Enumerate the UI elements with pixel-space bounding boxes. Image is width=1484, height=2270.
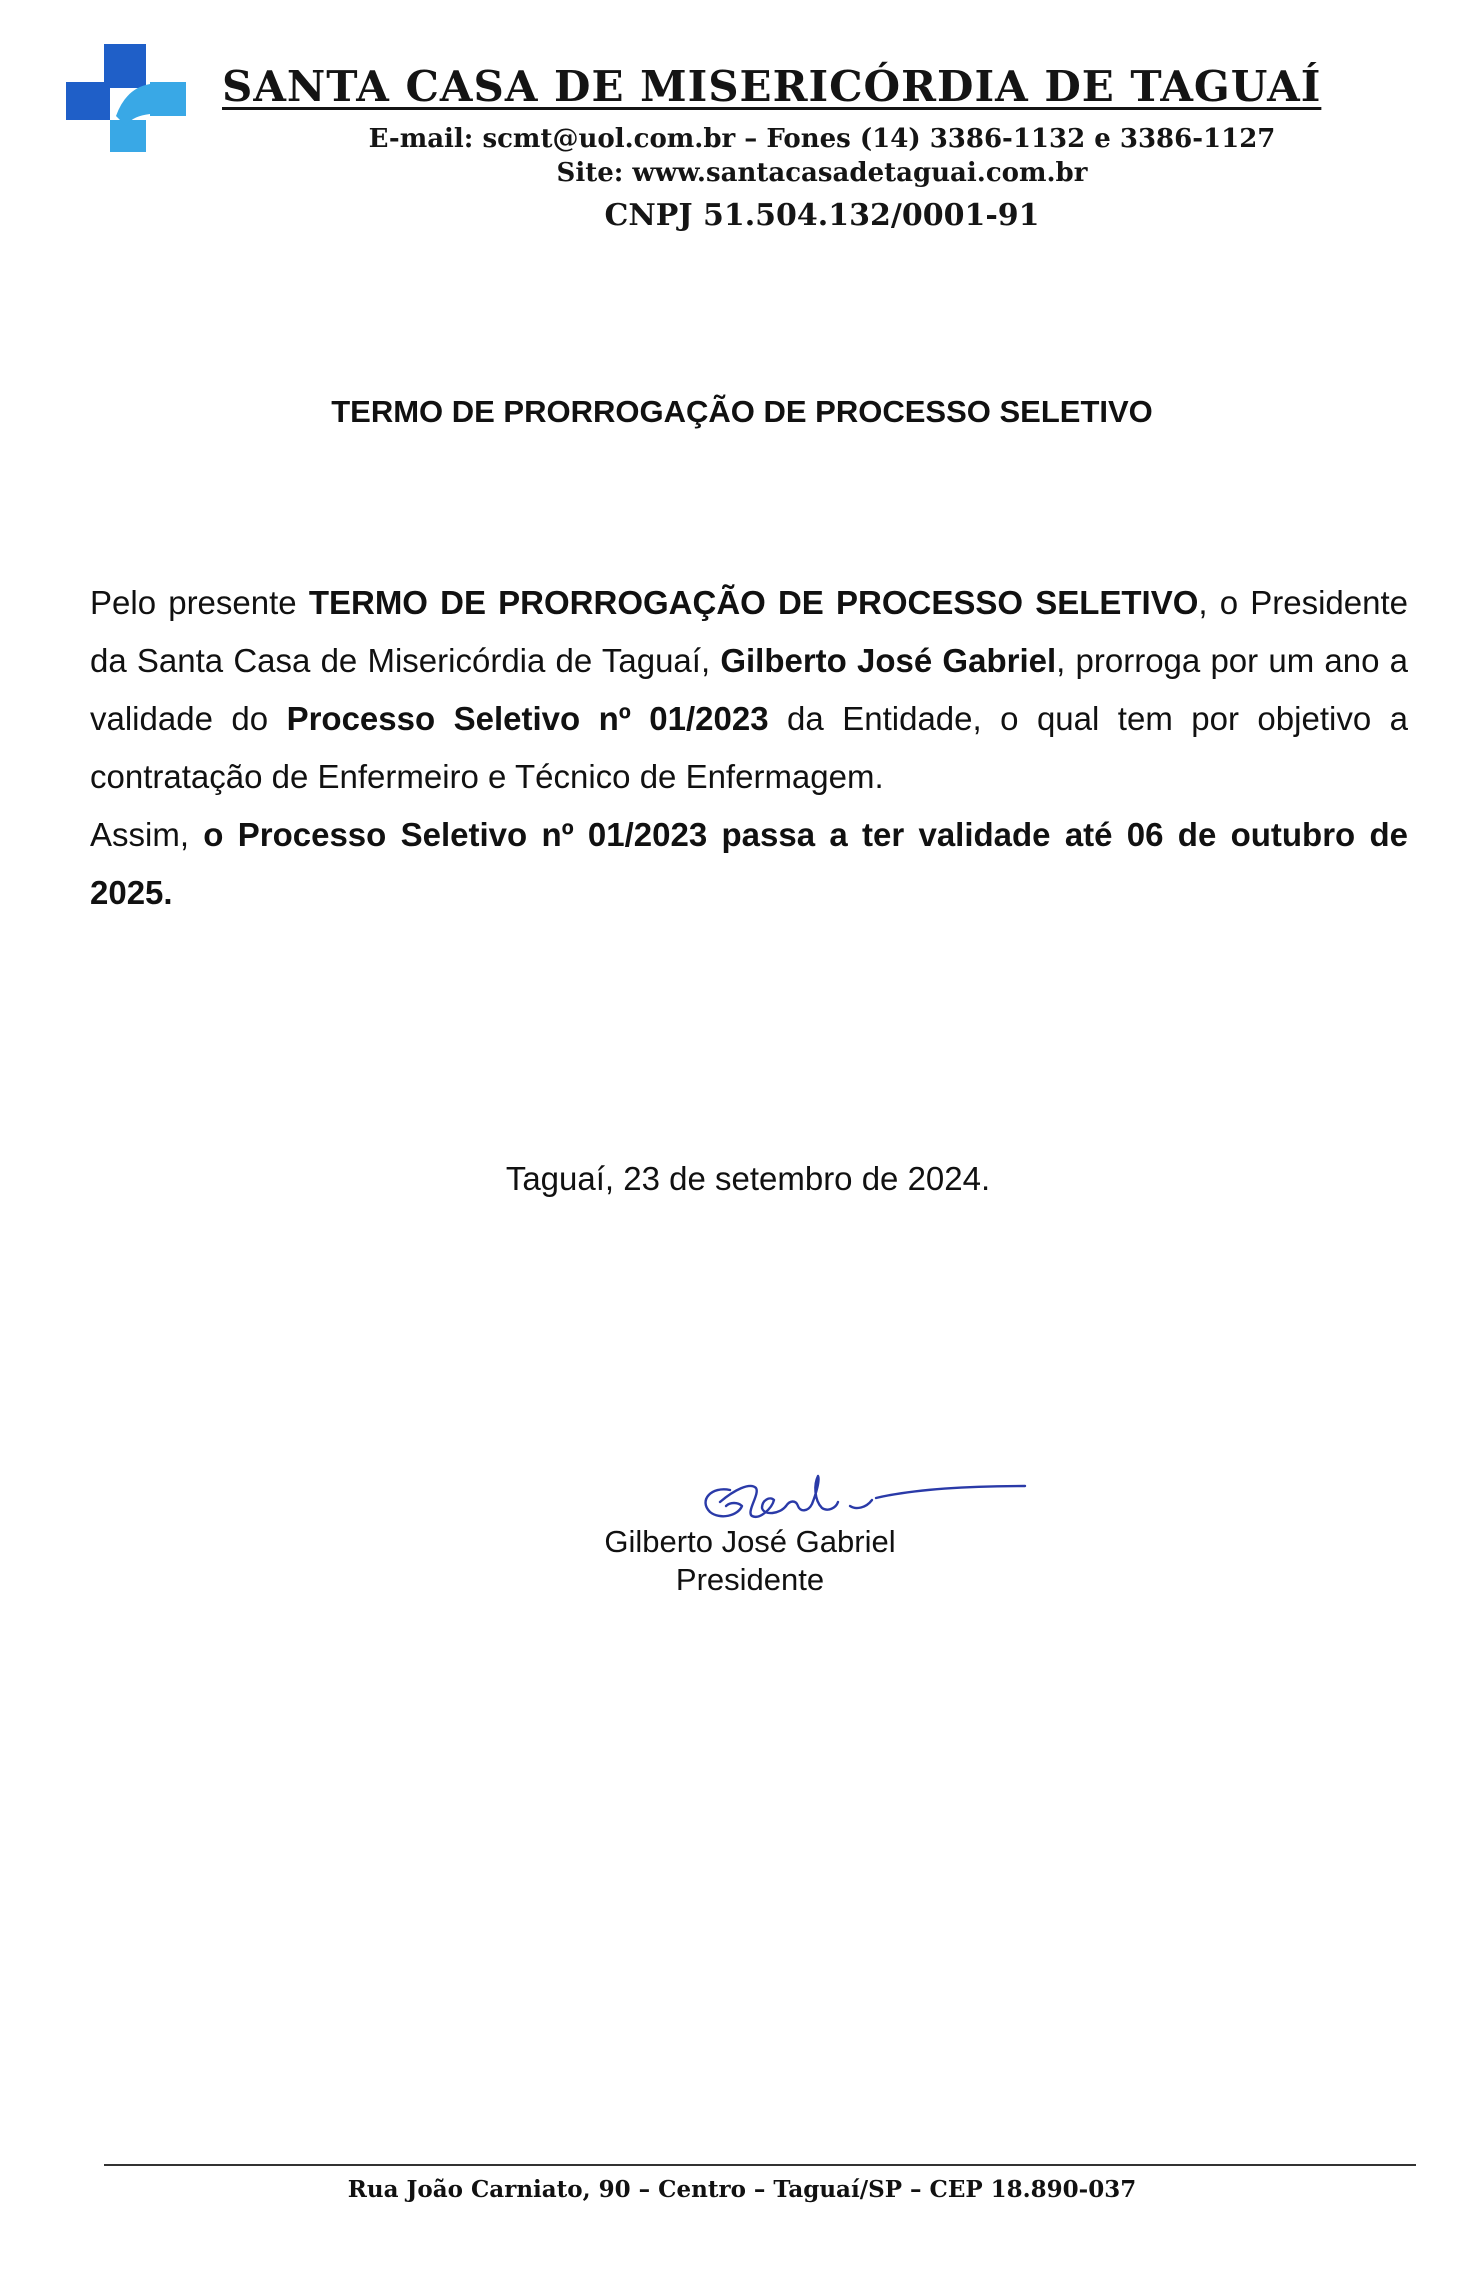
contact-email-phones: E-mail: scmt@uol.com.br – Fones (14) 3386-1132 e 3386-1127 <box>368 124 1276 154</box>
organization-name: SANTA CASA DE MISERICÓRDIA DE TAGUAÍ <box>222 62 1322 111</box>
footer-address: Rua João Carniato, 90 – Centro – Taguaí/SP – CEP 18.890-037 <box>347 2176 1137 2203</box>
document-title: TERMO DE PRORROGAÇÃO DE PROCESSO SELETIVO <box>331 394 1153 429</box>
footer-divider <box>104 2164 1416 2166</box>
signer-role: Presidente <box>675 1562 825 1597</box>
paragraph-prorrogation: Pelo presente TERMO DE PRORROGAÇÃO DE PROCESSO SELETIVO, o Presidente da Santa Casa de Misericórdia de Taguaí, Gilberto José Gabriel, prorroga por um ano a validade do Processo Seletivo nº 01/2023 da Entidade, o qual tem por objetivo a contratação de Enfermeiro e Técnico de Enfermagem. <box>90 584 1409 795</box>
place-and-date: Taguaí, 23 de setembro de 2024. <box>505 1160 991 1197</box>
paragraph-validity: Assim, o Processo Seletivo nº 01/2023 passa a ter validade até 06 de outubro de 2025. <box>90 816 1408 911</box>
cnpj-number: CNPJ 51.504.132/0001-91 <box>604 198 1040 233</box>
document-body <box>90 574 1408 922</box>
contact-website: Site: www.santacasadetaguai.com.br <box>556 158 1088 188</box>
santa-casa-logo <box>66 44 186 152</box>
signer-name: Gilberto José Gabriel <box>604 1524 896 1559</box>
